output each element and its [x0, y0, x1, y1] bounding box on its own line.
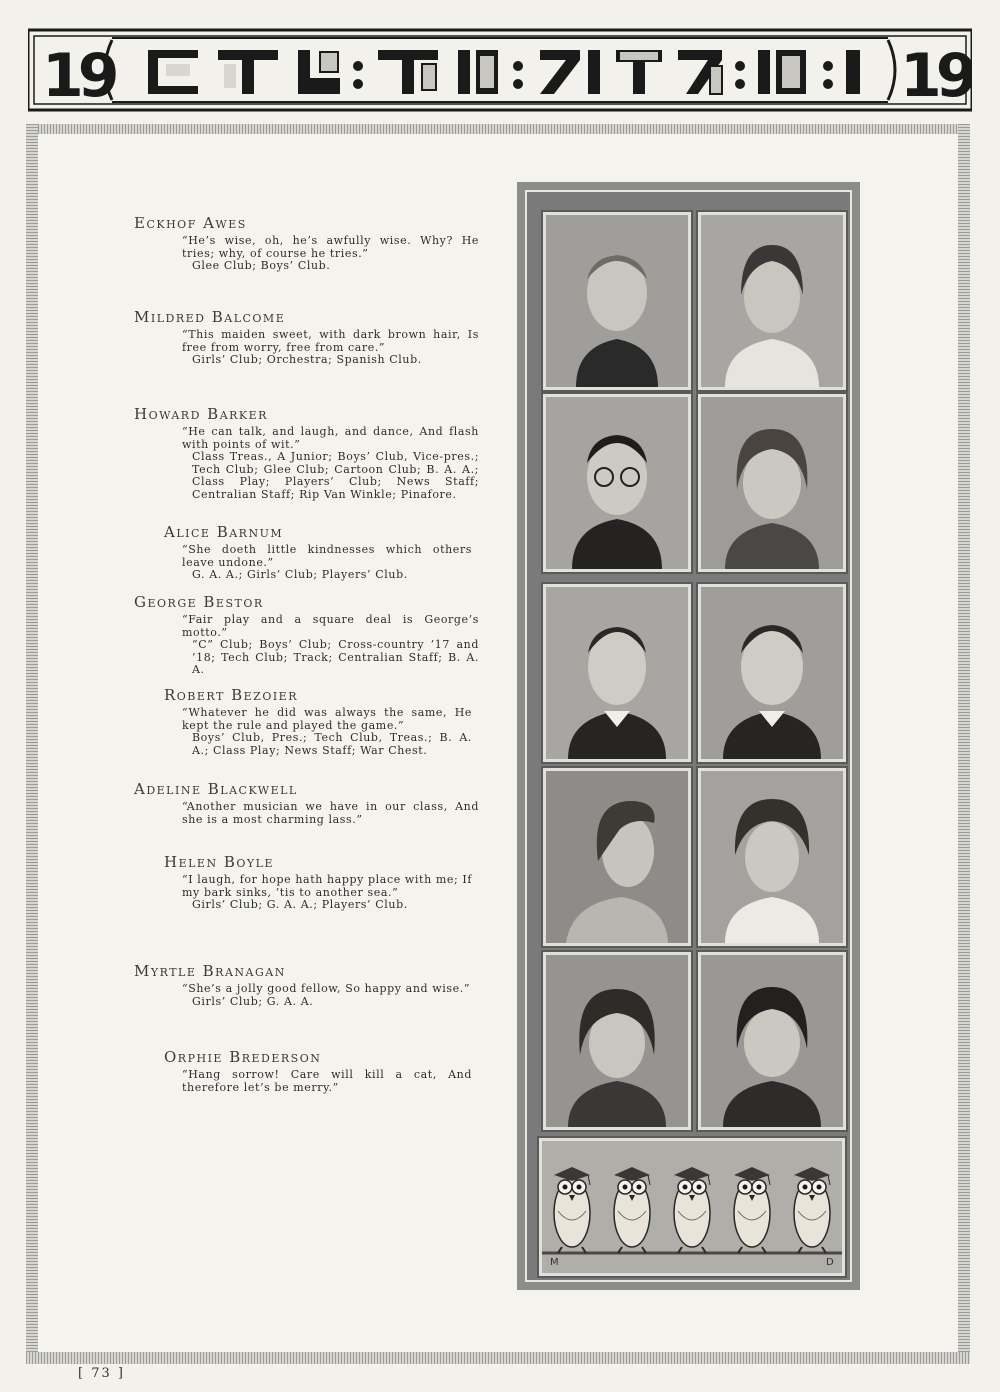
artist-initial-right: D: [826, 1257, 834, 1268]
entry-activities: Girls’ Club; Orchestra; Spanish Club.: [192, 353, 422, 366]
entry-name: George Bestor: [134, 593, 264, 611]
entry-name: Robert Bezoier: [164, 686, 298, 704]
entry-name: Adeline Blackwell: [134, 780, 298, 798]
entry-name: Howard Barker: [134, 405, 268, 423]
entry-alice-barnum: [164, 523, 472, 582]
entry-activities: Girls’ Club; G. A. A.: [192, 994, 314, 1008]
owl-drawing: [542, 1141, 842, 1273]
entry-helen-boyle: [164, 853, 472, 912]
portrait-howard-barker: [543, 394, 691, 572]
portrait-orphie-brederson: [698, 952, 846, 1130]
entry-george-bestor: [134, 593, 479, 677]
frame-top-border: [26, 124, 970, 134]
entry-eckhof-awes: [134, 214, 479, 273]
entry-name: Myrtle Branagan: [134, 962, 286, 980]
portrait-eckhof-awes: [543, 212, 691, 390]
entry-quote: “Hang sorrow! Care will kill a cat, And therefore let’s be merry.”: [182, 1068, 472, 1094]
entry-myrtle-branagan: [134, 962, 479, 1008]
header-ornament: [28, 20, 972, 120]
frame-bottom-border: [26, 1352, 970, 1364]
entry-name: Alice Barnum: [164, 523, 284, 541]
entry-robert-bezoier: [164, 686, 472, 757]
year-right: 19: [900, 41, 972, 111]
portrait-photo: [546, 215, 688, 387]
entry-quote: “Whatever he did was always the same, He kept the rule and played the game.”: [182, 706, 472, 732]
frame-left-border: [26, 124, 38, 1364]
portrait-george-bestor: [543, 584, 691, 762]
entry-quote: “He’s wise, oh, he’s awfully wise. Why? He tries; why, of course he tries.”: [182, 234, 479, 260]
entry-adeline-blackwell: [134, 780, 479, 826]
entry-activities: Girls’ Club; G. A. A.; Players’ Club.: [192, 898, 408, 911]
entry-activities: Glee Club; Boys’ Club.: [192, 259, 331, 272]
entry-quote: “This maiden sweet, with dark brown hair, Is free from worry, free from care.”: [182, 328, 479, 354]
portrait-robert-bezoier: [698, 584, 846, 762]
entry-name: Eckhof Awes: [134, 214, 247, 232]
portrait-mildred-balcome: [698, 212, 846, 390]
entry-quote: “Fair play and a square deal is George’s motto.”: [182, 613, 479, 639]
entry-name: Orphie Brederson: [164, 1048, 322, 1066]
header-banner: [28, 20, 972, 120]
entry-orphie-brederson: [164, 1048, 472, 1094]
portrait-adeline-blackwell: [543, 768, 691, 946]
artist-initial-left: M: [550, 1257, 559, 1268]
owl-illustration: [539, 1138, 845, 1276]
entry-activities: Class Treas., A Junior; Boys’ Club, Vice-pres.; Tech Club; Glee Club; Cartoon Club; B. A. A.; Class Play; Players’ Club; News Staff; Centralian Staff; Rip Van Winkle; Pinafore.: [192, 450, 479, 501]
entry-howard-barker: [134, 405, 479, 501]
entry-quote: “I laugh, for hope hath happy place with me; If my bark sinks, ’tis to another sea.”: [182, 873, 473, 899]
entry-name: Mildred Balcome: [134, 308, 286, 326]
entry-quote: “Another musician we have in our class, And she is a most charming lass.”: [182, 800, 479, 826]
portrait-helen-boyle: [698, 768, 846, 946]
entry-activities: Boys’ Club, Pres.; Tech Club, Treas.; B. A. A.; Class Play; News Staff; War Chest.: [192, 731, 472, 757]
entry-mildred-balcome: [134, 308, 479, 367]
entry-quote: “She’s a jolly good fellow, So happy and wise.”: [182, 982, 471, 995]
entry-name: Helen Boyle: [164, 853, 274, 871]
year-left: 19: [42, 41, 114, 111]
page-number: [ 73 ]: [78, 1366, 125, 1381]
entry-quote: “He can talk, and laugh, and dance, And flash with points of wit.”: [182, 425, 479, 451]
frame-right-border: [958, 124, 970, 1364]
entry-activities: G. A. A.; Girls’ Club; Players’ Club.: [192, 568, 408, 581]
entry-activities: “C” Club; Boys’ Club; Cross-country ’17 and ’18; Tech Club; Track; Centralian Staff; B. A. A.: [192, 638, 479, 676]
portrait-alice-barnum: [698, 394, 846, 572]
portrait-myrtle-branagan: [543, 952, 691, 1130]
entry-quote: “She doeth little kindnesses which others leave undone.”: [182, 543, 472, 569]
